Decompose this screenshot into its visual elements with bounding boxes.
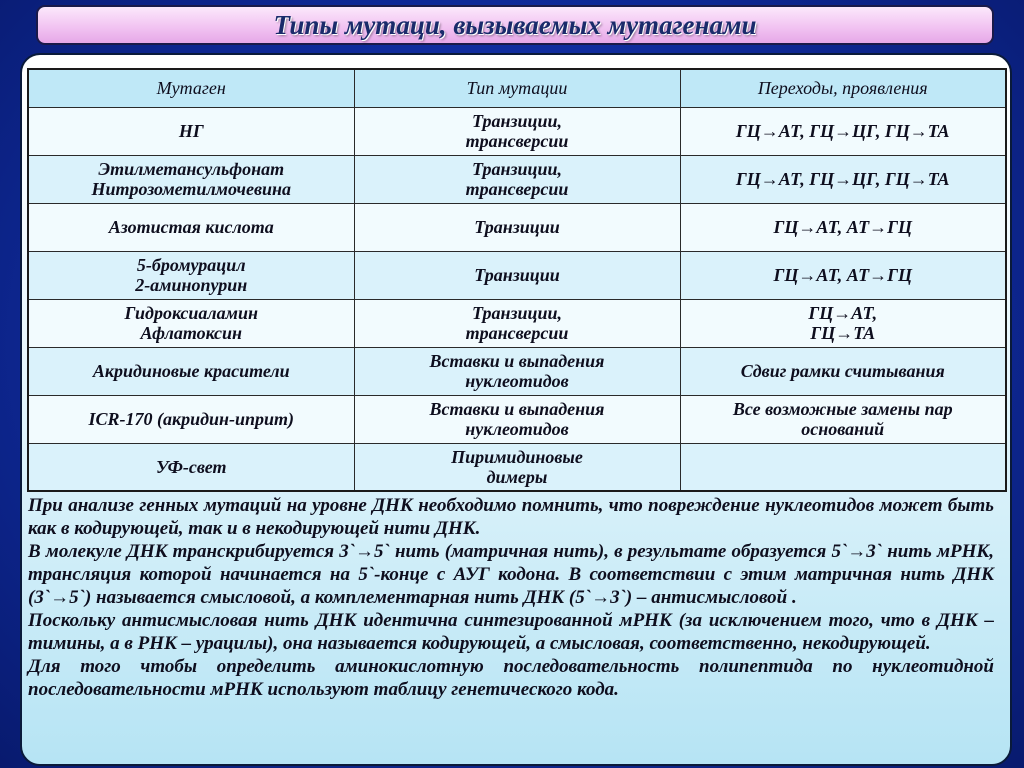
cell-line: Транзиции,: [471, 159, 563, 179]
cell-line: Вставки и выпадения: [429, 351, 605, 371]
cell-transitions: [680, 155, 1006, 203]
cell-mutagen: [28, 107, 354, 155]
cell-line: ГЦ→АТ, ГЦ→ЦГ, ГЦ→ТА: [735, 121, 950, 141]
cell-line: Нитрозометилмочевина: [91, 179, 292, 199]
mutagen-table: [27, 68, 1007, 492]
cell-mutation-type: [354, 347, 680, 395]
cell-line: ГЦ→АТ, ГЦ→ЦГ, ГЦ→ТА: [735, 169, 950, 189]
cell-mutation-type: [354, 203, 680, 251]
cell-line: трансверсии: [465, 323, 569, 343]
cell-mutation-type: [354, 107, 680, 155]
cell-line: ГЦ→АТ, АТ→ГЦ: [773, 265, 912, 285]
cell-line: Сдвиг рамки считывания: [740, 361, 945, 381]
cell-line: Акридиновые красители: [92, 361, 290, 381]
cell-transitions: [680, 443, 1006, 491]
cell-transitions: [680, 395, 1006, 443]
cell-line: ГЦ→АТ,: [808, 303, 878, 323]
note-paragraph: Для того чтобы определить аминокислотную последовательность полипептида по нуклеотидной последовательности мРНК используют таблицу генетического кода.: [28, 656, 994, 700]
cell-line: 2-аминопурин: [135, 275, 248, 295]
cell-mutagen: [28, 299, 354, 347]
cell-line: Афлатоксин: [140, 323, 243, 343]
table-row: [28, 443, 1006, 491]
cell-line: ICR-170 (акридин-иприт): [88, 409, 295, 429]
title-bar: [36, 5, 994, 45]
cell-transitions: [680, 107, 1006, 155]
table-row: [28, 251, 1006, 299]
cell-line: Этилметансульфонат: [98, 159, 285, 179]
cell-mutagen: [28, 203, 354, 251]
table-row: [28, 299, 1006, 347]
slide-title: Типы мутаци, вызываемых мутагенами: [273, 9, 757, 40]
cell-line: Транзиции: [474, 265, 560, 285]
cell-line: Пиримидиновые: [451, 446, 583, 467]
table-header-row: [28, 69, 1006, 107]
header-transitions: Переходы, проявления: [680, 69, 1006, 107]
cell-mutagen: [28, 395, 354, 443]
cell-mutagen: [28, 251, 354, 299]
note-paragraph: При анализе генных мутаций на уровне ДНК необходимо помнить, что повреждение нуклеотидов может быть как в кодирующей, так и в некодирующей нити ДНК.: [28, 495, 994, 539]
cell-transitions: [680, 251, 1006, 299]
table-row: [28, 155, 1006, 203]
cell-mutation-type: [354, 443, 680, 491]
cell-line: нуклеотидов: [465, 419, 569, 439]
header-mutation-type: Тип мутации: [354, 69, 680, 107]
table-row: [28, 395, 1006, 443]
cell-line: Транзиции,: [471, 303, 563, 323]
cell-transitions: [680, 203, 1006, 251]
table-row: [28, 203, 1006, 251]
cell-line: димеры: [486, 466, 548, 487]
cell-line: ГЦ→АТ, АТ→ГЦ: [773, 217, 912, 237]
cell-mutation-type: [354, 251, 680, 299]
cell-line: Транзиции,: [471, 111, 563, 131]
cell-mutagen: [28, 155, 354, 203]
note-paragraph: В молекуле ДНК транскрибируется 3`→5` нить (матричная нить), в результате образуется 5`→3` нить мРНК, трансляция которой начинается на 5`-конце с АУГ кодона. В соответствии с этим матричная нить ДНК (3`→5`) называется смысловой, а комплементарная нить ДНК (5`→3`) – антисмысловой .: [28, 541, 994, 608]
cell-mutation-type: [354, 155, 680, 203]
cell-line: нуклеотидов: [465, 371, 569, 391]
cell-mutation-type: [354, 299, 680, 347]
table-row: [28, 107, 1006, 155]
cell-line: НГ: [178, 121, 204, 141]
cell-line: Все возможные замены пар: [732, 399, 953, 419]
cell-mutagen: [28, 443, 354, 491]
cell-line: УФ-свет: [156, 456, 227, 477]
cell-line: ГЦ→ТА: [810, 323, 876, 343]
table-row: [28, 347, 1006, 395]
cell-transitions: [680, 347, 1006, 395]
cell-mutation-type: [354, 395, 680, 443]
cell-transitions: [680, 299, 1006, 347]
cell-line: оснований: [801, 419, 885, 439]
cell-line: Транзиции: [474, 217, 560, 237]
cell-line: 5-бромурацил: [136, 255, 246, 275]
cell-line: Вставки и выпадения: [429, 399, 605, 419]
cell-line: трансверсии: [465, 131, 569, 151]
cell-line: Азотистая кислота: [108, 217, 274, 237]
note-paragraph: Поскольку антисмысловая нить ДНК идентична синтезированной мРНК (за исключением того, что в ДНК – тимины, а в РНК – урацилы), она называется кодирующей, а смысловая, соответственно, некодирующей.: [28, 610, 994, 654]
cell-line: трансверсии: [465, 179, 569, 199]
cell-line: Гидроксиаламин: [124, 303, 258, 323]
notes: [28, 494, 994, 701]
cell-mutagen: [28, 347, 354, 395]
header-mutagen: Мутаген: [28, 69, 354, 107]
